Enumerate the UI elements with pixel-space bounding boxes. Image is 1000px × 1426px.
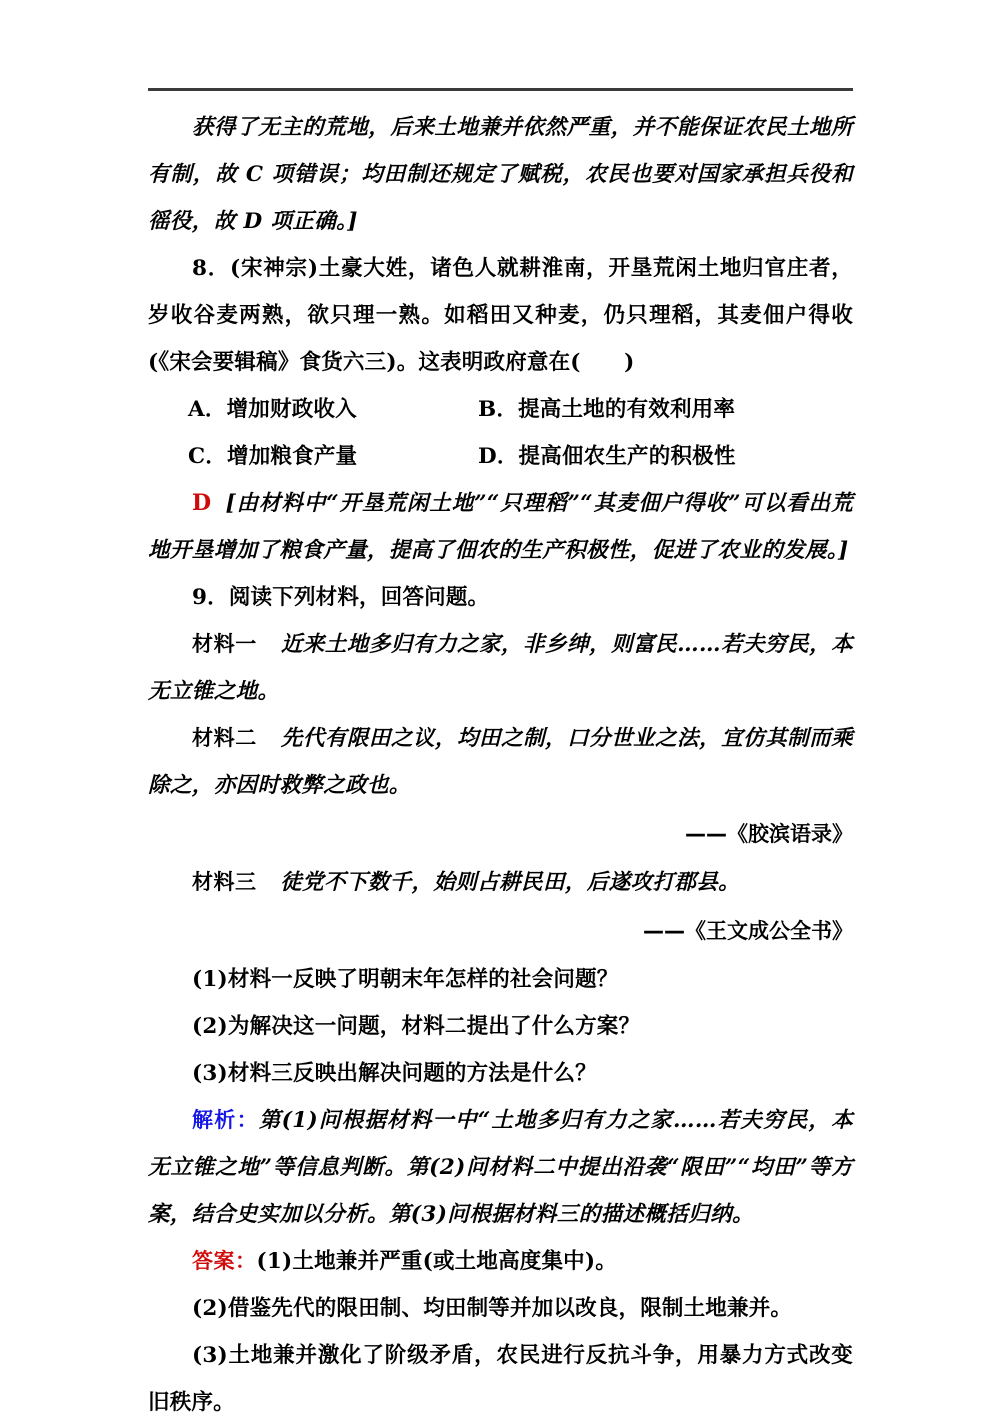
sub-question-3: (3)材料三反映出解决问题的方法是什么？ bbox=[192, 1061, 597, 1086]
question-8-options-row-2 bbox=[148, 433, 853, 480]
material-two-source: ——《胶滨语录》 bbox=[685, 822, 853, 846]
question-8-stem: 8．(宋神宗)土豪大姓，诸色人就耕淮南，开垦荒闲土地归官庄者，岁收谷麦两熟，欲只理一熟。如稻田又种麦，仍只理稻，其麦佃户得收(《宋会要辑稿》食货六三)。这表明政府意在( ) bbox=[148, 256, 853, 375]
material-three-spacer bbox=[257, 870, 281, 895]
option-c-text: 增加粮食产量 bbox=[227, 444, 358, 469]
answer-text-1: (1)土地兼并严重(或土地高度集中)。 bbox=[256, 1249, 617, 1274]
option-b-text: 提高土地的有效利用率 bbox=[518, 397, 736, 422]
option-d-key: D． bbox=[478, 444, 519, 469]
material-three-label: 材料三 bbox=[192, 870, 257, 894]
analysis-label: 解析： bbox=[192, 1108, 259, 1132]
header-rule bbox=[148, 88, 853, 91]
question-8-answer-block bbox=[148, 480, 853, 574]
answer-line-1 bbox=[148, 1238, 853, 1285]
question-8-option-b[interactable] bbox=[478, 386, 853, 433]
material-three-source: ——《王文成公全书》 bbox=[643, 919, 853, 943]
material-one-spacer bbox=[257, 632, 281, 657]
question-8-option-a[interactable] bbox=[148, 386, 478, 433]
question-9-stem: 9．阅读下列材料，回答问题。 bbox=[192, 585, 490, 610]
material-one-paragraph bbox=[148, 621, 853, 715]
option-a-key: A． bbox=[188, 397, 227, 422]
material-three-paragraph bbox=[148, 859, 853, 906]
material-two-spacer bbox=[257, 726, 281, 751]
question-8-explanation-text: [由材料中“开垦荒闲土地”“只理稻”“其麦佃户得收”可以看出荒地开垦增加了粮食产量，提高了佃农的生产积极性，促进了农业的发展。] bbox=[148, 491, 853, 563]
analysis-text: 第(1)问根据材料一中“土地多归有力之家……若夫穷民，本无立锥之地”等信息判断。第(2)问材料二中提出沿袭“限田”“均田”等方案，结合史实加以分析。第(3)问根据材料三的描述概括归纳。 bbox=[148, 1108, 854, 1227]
option-b-key: B． bbox=[478, 397, 519, 422]
material-three-text: 徒党不下数千，始则占耕民田，后遂攻打郡县。 bbox=[280, 870, 741, 895]
material-two-text: 先代有限田之议，均田之制，口分世业之法，宜仿其制而乘除之，亦因时救弊之政也。 bbox=[148, 726, 854, 798]
material-two-label: 材料二 bbox=[192, 726, 257, 750]
answer-line-2: (2)借鉴先代的限田制、均田制等并加以改良，限制土地兼并。 bbox=[192, 1296, 793, 1321]
option-a-text: 增加财政收入 bbox=[226, 397, 357, 422]
carryover-explanation-paragraph: 获得了无主的荒地，后来土地兼并依然严重，并不能保证农民土地所有制，故 C 项错误；均田制还规定了赋税，农民也要对国家承担兵役和徭役，故 D 项正确。] bbox=[148, 115, 853, 234]
answer-line-3: (3)土地兼并激化了阶级矛盾，农民进行反抗斗争，用暴力方式改变旧秩序。 bbox=[148, 1343, 853, 1415]
option-d-text: 提高佃农生产的积极性 bbox=[518, 444, 736, 469]
question-8-options-row-1 bbox=[148, 386, 853, 433]
question-8-answer-letter: D bbox=[192, 490, 212, 516]
sub-question-1: (1)材料一反映了明朝末年怎样的社会问题？ bbox=[192, 967, 619, 992]
material-one-text: 近来土地多归有力之家，非乡绅，则富民……若夫穷民，本无立锥之地。 bbox=[148, 632, 853, 704]
question-8-option-d[interactable] bbox=[478, 433, 853, 480]
sub-question-2: (2)为解决这一问题，材料二提出了什么方案？ bbox=[192, 1014, 641, 1039]
material-one-label: 材料一 bbox=[192, 632, 257, 656]
answer-label: 答案： bbox=[192, 1249, 257, 1273]
option-c-key: C． bbox=[188, 444, 228, 469]
analysis-paragraph bbox=[148, 1097, 853, 1238]
material-two-paragraph bbox=[148, 715, 853, 809]
page-content bbox=[148, 104, 853, 1426]
question-8-option-c[interactable] bbox=[148, 433, 478, 480]
